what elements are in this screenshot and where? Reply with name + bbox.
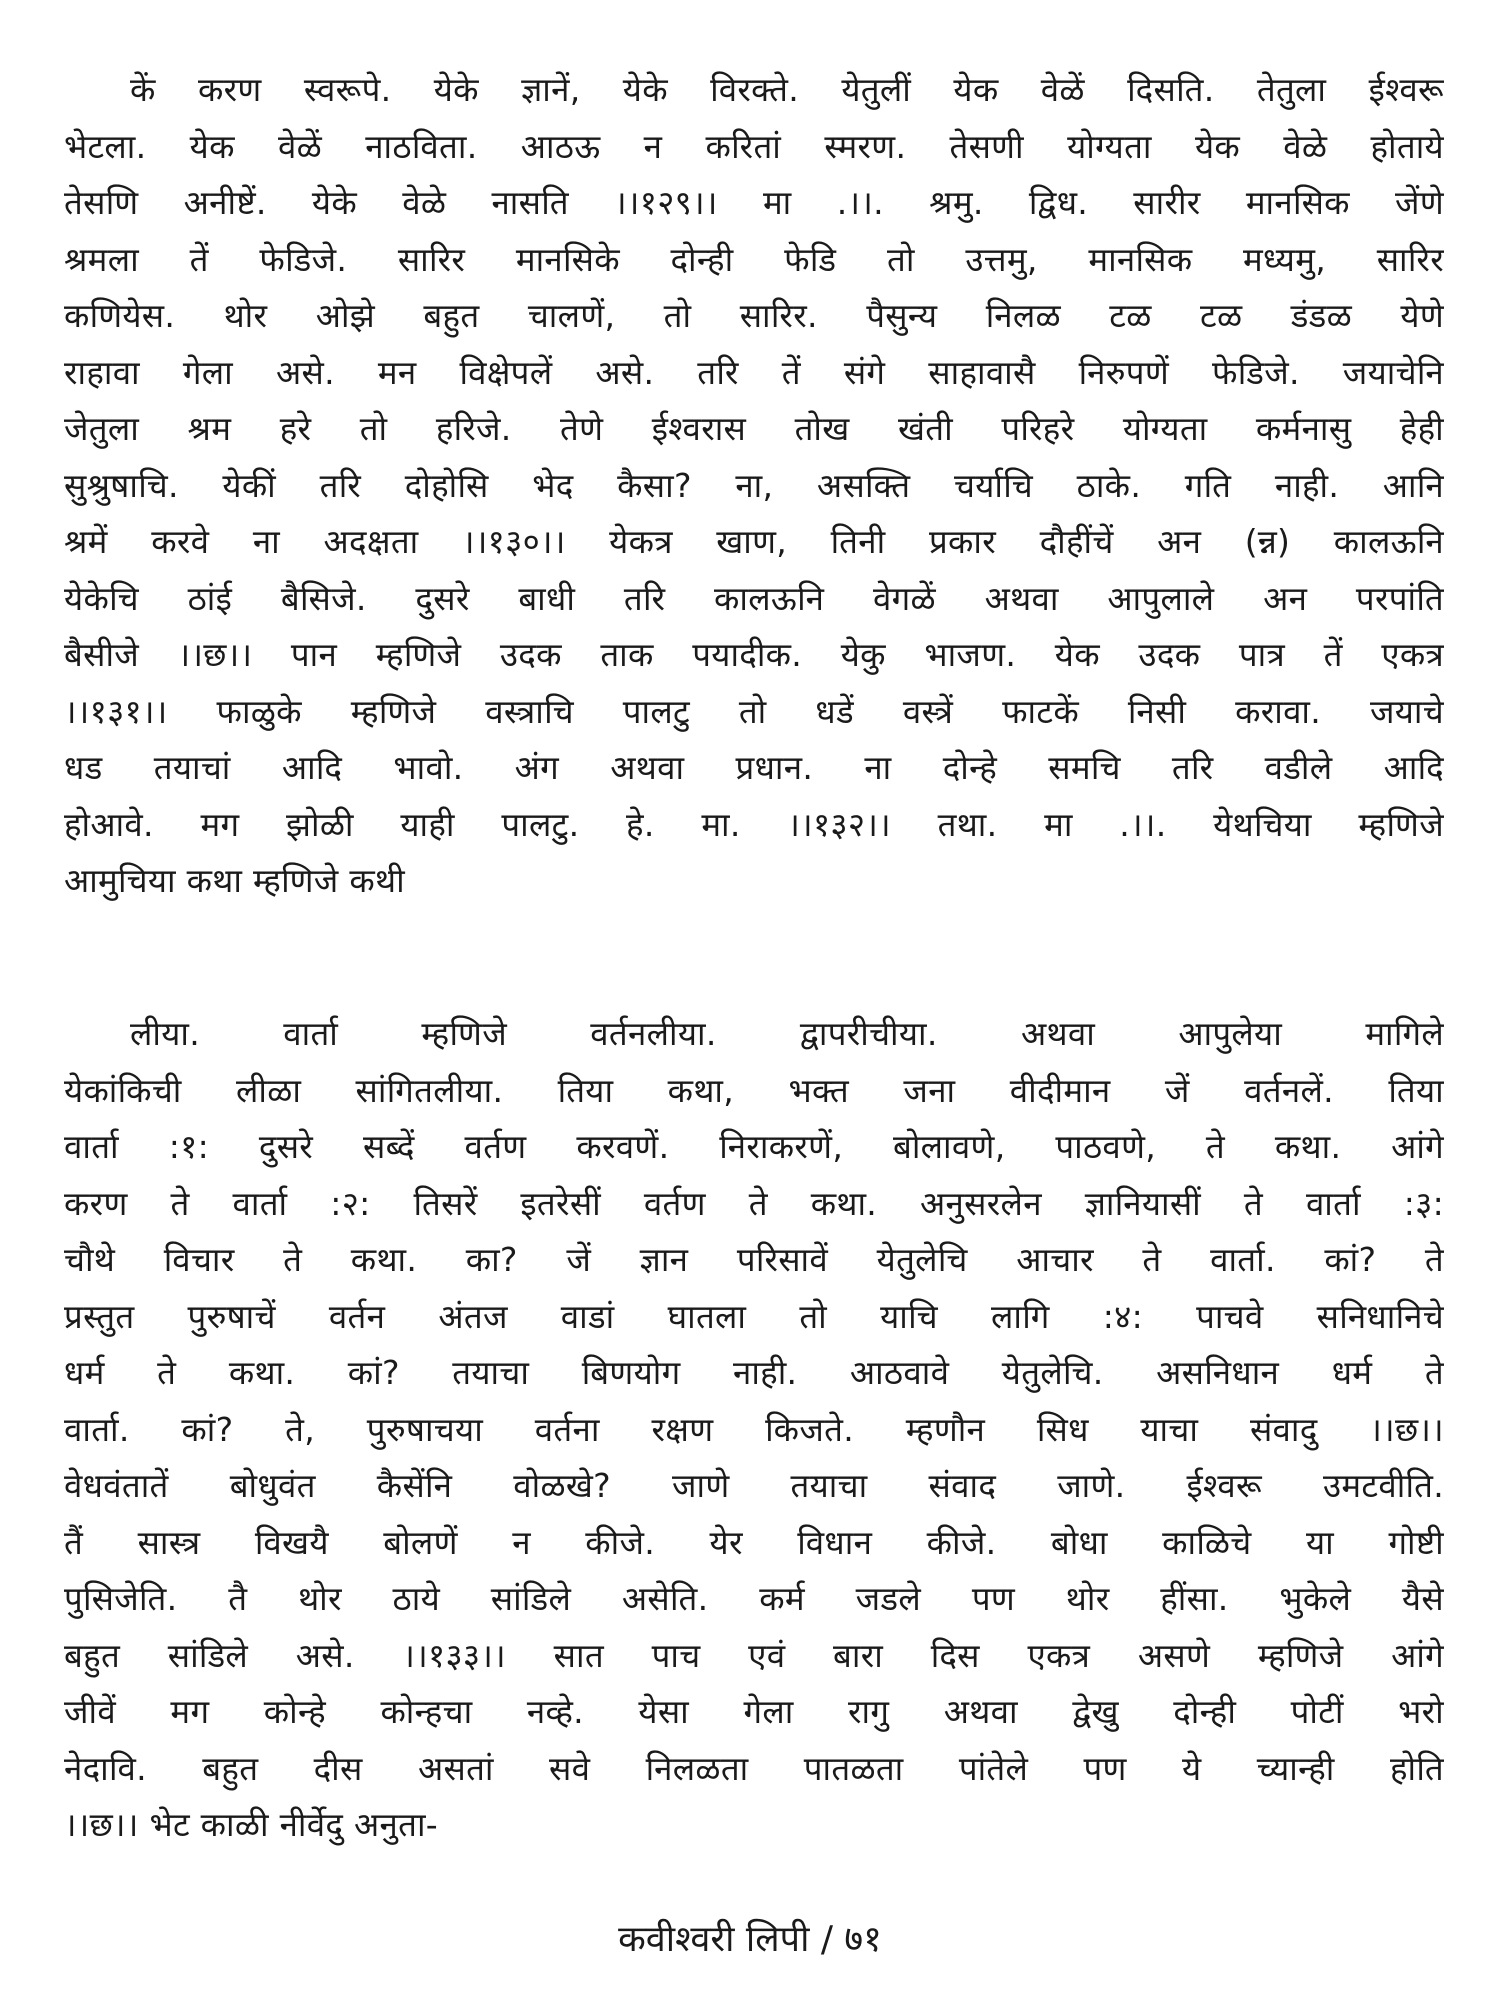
text-line: पुसिजेति. तै थोर ठाये सांडिले असेति. कर्म जडले पण थोर हींसा. भुकेले यैसे [64,1579,1444,1618]
text-line: धड तयाचां आदि भावो. अंग अथवा प्रधान. ना दोन्हे समचि तरि वडीले आदि [64,748,1444,787]
text-line: वार्ता. कां? ते, पुरुषाचया वर्तना रक्षण किजते. म्हणौन सिध याचा संवादु ।।छ।। [64,1409,1444,1449]
text-line: प्रस्तुत पुरुषाचें वर्तन अंतज वाडां घातला तो याचि लागि :४: पाचवे सनिधानिचे [64,1296,1444,1336]
text-line: बहुत सांडिले असे. ।।१३३।। सात पाच एवं बारा दिस एकत्र असणे म्हणिजे आंगे [64,1635,1444,1675]
paragraph-2 [64,1006,1444,1854]
text-line: ।।१३१।। फाळुके म्हणिजे वस्त्राचि पालटु तो धडें वस्त्रें फाटकें निसी करावा. जयाचे [64,691,1444,731]
text-line: वेधवंतातें बोधुवंत कैसेंनि वोळखे? जाणे तयाचा संवाद जाणे. ईश्वरू उमटवीति. [64,1466,1444,1505]
text-line: बैसीजे ।।छ।। पान म्हणिजे उदक ताक पयादीक. येकु भाजण. येक उदक पात्र तें एकत्र [64,635,1444,674]
text-line: ।।छ।। भेट काळी नीर्वेदु अनुता- [64,1805,438,1844]
text-line: येकांकिची लीळा सांगितलीया. तिया कथा, भक्त जना वीदीमान जें वर्तनलें. तिया [64,1070,1444,1110]
text-line: तैं सास्त्र विखयै बोलणें न कीजे. येर विधान कीजे. बोधा काळिचे या गोष्टी [64,1522,1444,1562]
text-line: धर्म ते कथा. कां? तयाचा बिणयोग नाही. आठवावे येतुलेचि. असनिधान धर्म ते [64,1353,1444,1392]
text-line: लीया. वार्ता म्हणिजे वर्तनलीया. द्वापरीचीया. अथवा आपुलेया मागिले [130,1014,1444,1053]
text-line: वार्ता :१: दुसरे सब्दें वर्तण करवणें. निराकरणें, बोलावणे, पाठवणे, ते कथा. आंगे [64,1127,1444,1166]
text-line: नेदावि. बहुत दीस असतां सवे निलळता पातळता पांतेले पण ये च्यान्ही होति [64,1748,1444,1788]
paragraph-1 [64,62,1444,910]
text-line: कें करण स्वरूपे. येके ज्ञानें, येके विरक्ते. येतुलीं येक वेळें दिसति. तेतुला ईश्वरू [130,70,1444,109]
text-line: श्रमला तें फेडिजे. सारिर मानसिके दोन्ही फेडि तो उत्तमु, मानसिक मध्यमु, सारिर [64,239,1444,279]
text-line: जीवें मग कोन्हे कोन्हचा नव्हे. येसा गेला रागु अथवा द्वेखु दोन्ही पोटीं भरो [64,1692,1444,1731]
text-line: चौथे विचार ते कथा. का? जें ज्ञान परिसावें येतुलेचि आचार ते वार्ता. कां? ते [64,1240,1444,1279]
text-line: भेटला. येक वेळें नाठविता. आठऊ न करितां स्मरण. तेसणी योग्यता येक वेळे होताये [64,126,1444,166]
page-footer: कवीश्वरी लिपी / ७१ [618,1919,882,1960]
text-line: सुश्रुषाचि. येकीं तरि दोहोसि भेद कैसा? ना, असक्ति चर्याचि ठाके. गति नाही. आनि [64,465,1444,505]
text-line: श्रमें करवे ना अदक्षता ।।१३०।। येकत्र खाण, तिनी प्रकार दौहींचें अन (न्न) कालऊनि [64,522,1444,561]
text-line: करण ते वार्ता :२: तिसरें इतरेसीं वर्तण ते कथा. अनुसरलेन ज्ञानियासीं ते वार्ता :३: [64,1183,1444,1223]
text-line: होआवे. मग झोळी याही पालटु. हे. मा. ।।१३२।। तथा. मा .।।. येथचिया म्हणिजे [64,804,1444,844]
text-line: तेसणि अनीष्टें. येके वेळे नासति ।।१२९।। मा .।।. श्रमु. द्विध. सारीर मानसिक जेंणे [64,183,1444,222]
text-line: राहावा गेला असे. मन विक्षेपलें असे. तरि तें संगे साहावासै निरुपणें फेडिजे. जयाचेनि [64,352,1444,392]
text-line: येकेचि ठांई बैसिजे. दुसरे बाधी तरि कालऊनि वेगळें अथवा आपुलाले अन परपांति [64,578,1444,618]
text-line: कणियेस. थोर ओझे बहुत चालणें, तो सारिर. पैसुन्य निलळ टळ टळ डंडळ येणे [64,296,1444,335]
text-line: जेतुला श्रम हरे तो हरिजे. तेणे ईश्वरास तोख खंती परिहरे योग्यता कर्मनासु हेही [64,409,1444,448]
text-line: आमुचिया कथा म्हणिजे कथी [64,861,405,900]
